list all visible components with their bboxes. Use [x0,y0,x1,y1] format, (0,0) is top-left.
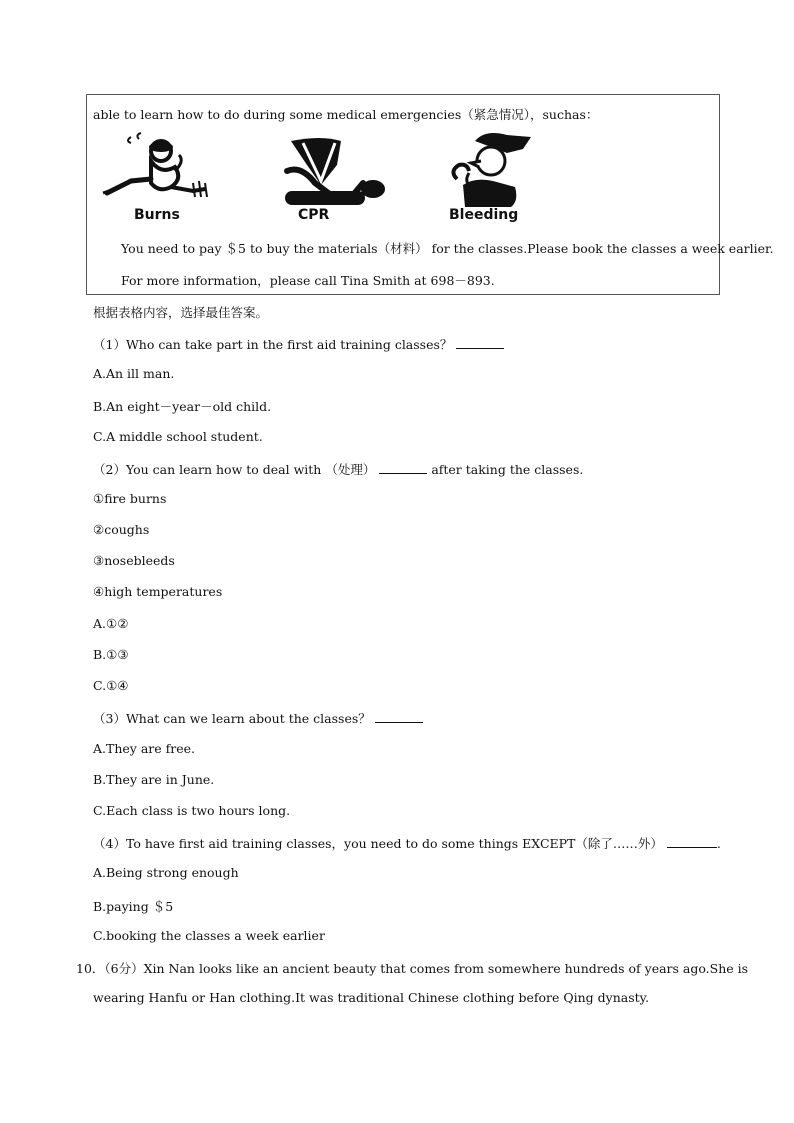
q1-option-c: C.A middle school student. [93,429,263,444]
answer-blank-4[interactable] [667,837,717,848]
q2-item-4: ④high temperatures [93,584,223,599]
q2-item-1: ①fire burns [93,491,167,506]
caption-burns: Burns [134,207,180,223]
box-pay-text: You need to pay ＄5 to buy the materials（材料） for the classes.Please book the classes a week earlier. [121,241,774,256]
question-1-text: （1）Who can take part in the first aid training classes？ [93,337,453,352]
answer-blank-3[interactable] [375,712,423,723]
q2-item-3: ③nosebleeds [93,553,175,568]
question-4-stem [93,834,721,852]
q4-option-c: C.booking the classes a week earlier [93,928,325,943]
q4-option-b: B.paying ＄5 [93,899,174,914]
q2-option-b: B.①③ [93,647,129,662]
question-10-score: （6分） [104,961,144,976]
q3-option-b: B.They are in June. [93,772,215,787]
question-10-text-1: Xin Nan looks like an ancient beauty that comes from somewhere hundreds of years ago.She is [143,961,749,976]
question-2-text-end: after taking the classes. [431,462,584,477]
answer-blank-1[interactable] [456,338,504,349]
cpr-illustration [281,135,391,211]
q2-option-a: A.①② [93,616,129,631]
caption-bleeding: Bleeding [449,207,519,223]
q2-item-2: ②coughs [93,522,150,537]
question-1-stem [93,335,504,353]
q2-option-c: C.①④ [93,678,129,693]
question-4-period: . [716,836,721,851]
q3-option-c: C.Each class is two hours long. [93,803,291,818]
box-info-text: For more information，please call Tina Smith at 698－893. [121,273,495,288]
question-3-text: （3）What can we learn about the classes？ [93,711,371,726]
q3-option-a: A.They are free. [93,741,195,756]
box-intro-text: able to learn how to do during some medical emergencies（紧急情况），suchas： [93,107,599,122]
q1-option-b: B.An eight－year－old child. [93,399,272,414]
info-table-box [86,94,774,295]
q1-option-a: A.An ill man. [93,366,175,381]
bleeding-illustration [445,131,535,211]
q4-option-a: A.Being strong enough [93,865,239,880]
question-2-stem [93,460,583,478]
burns-illustration [95,131,221,211]
instruction-text: 根据表格内容，选择最佳答案。 [93,305,269,320]
question-10-number: 10． [76,961,105,976]
caption-cpr: CPR [298,207,330,223]
question-4-text: （4）To have first aid training classes，you need to do some things EXCEPT（除了……外） [93,836,663,851]
question-3-stem [93,709,423,727]
question-10-text-2: wearing Hanfu or Han clothing.It was traditional Chinese clothing before Qing dynasty. [93,990,650,1005]
question-2-text: （2）You can learn how to deal with （处理） [93,462,376,477]
question-10-line-1 [76,959,748,977]
answer-blank-2[interactable] [379,463,427,474]
